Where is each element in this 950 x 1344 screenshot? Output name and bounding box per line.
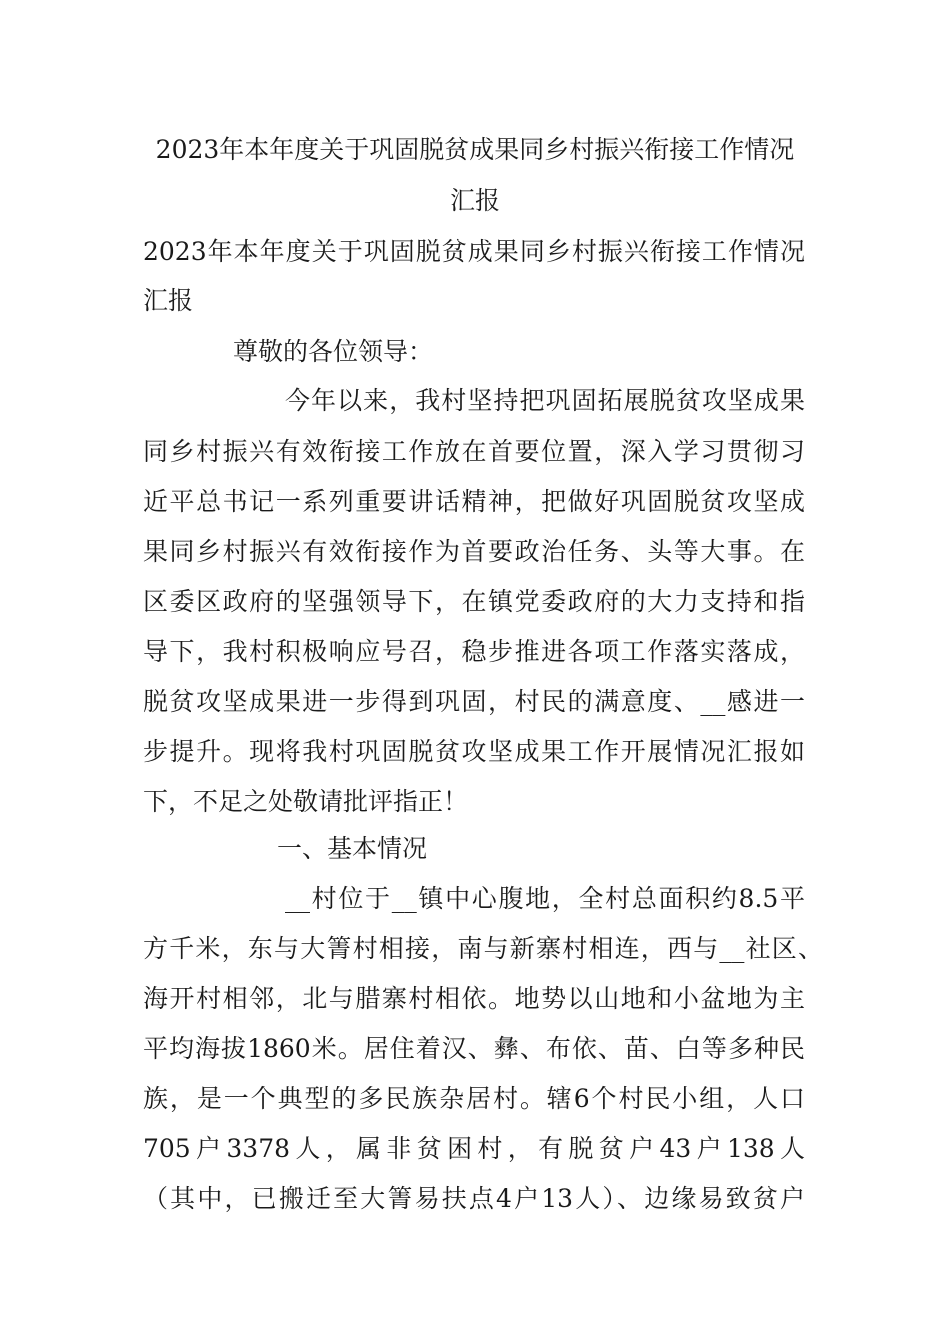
intro-line: 近平总书记一系列重要讲话精神，把做好巩固脱贫攻坚成: [143, 487, 805, 516]
section-line: 族，是一个典型的多民族杂居村。辖6个村民小组，人口: [143, 1084, 805, 1113]
section-line: 平均海拔1860米。居住着汉、彝、布依、苗、白等多种民: [143, 1034, 805, 1063]
repeat-title-line-2: 汇报: [143, 286, 194, 315]
document-title-line-1: 2023年本年度关于巩固脱贫成果同乡村振兴衔接工作情况: [155, 135, 795, 164]
intro-line: 步提升。现将我村巩固脱贫攻坚成果工作开展情况汇报如: [143, 737, 805, 766]
document-title-line-2: 汇报: [449, 186, 500, 215]
salutation: 尊敬的各位领导：: [233, 337, 434, 366]
intro-line: 区委区政府的坚强领导下，在镇党委政府的大力支持和指: [143, 587, 805, 616]
intro-line: 下，不足之处敬请批评指正！: [143, 787, 469, 816]
section-line: 705户3378人，属非贫困村，有脱贫户43户138人: [143, 1134, 805, 1163]
section-line: （其中，已搬迁至大箐易扶点4户13人）、边缘易致贫户: [143, 1184, 805, 1213]
intro-line: 同乡村振兴有效衔接工作放在首要位置，深入学习贯彻习: [143, 437, 805, 466]
intro-line: 今年以来，我村坚持把巩固拓展脱贫攻坚成果: [285, 386, 805, 415]
section-line: 方千米，东与大箐村相接，南与新寨村相连，西与__社区、: [143, 934, 823, 963]
section-line: __村位于__镇中心腹地，全村总面积约8.5平: [285, 884, 805, 913]
section-heading-basic-info: 一、基本情况: [277, 834, 428, 863]
repeat-title-line-1: 2023年本年度关于巩固脱贫成果同乡村振兴衔接工作情况: [143, 237, 805, 266]
intro-line: 脱贫攻坚成果进一步得到巩固，村民的满意度、__感进一: [143, 687, 805, 716]
intro-line: 导下，我村积极响应号召，稳步推进各项工作落实落成，: [143, 637, 805, 666]
intro-line: 果同乡村振兴有效衔接作为首要政治任务、头等大事。在: [143, 537, 805, 566]
section-line: 海开村相邻，北与腊寨村相依。地势以山地和小盆地为主: [143, 984, 805, 1013]
